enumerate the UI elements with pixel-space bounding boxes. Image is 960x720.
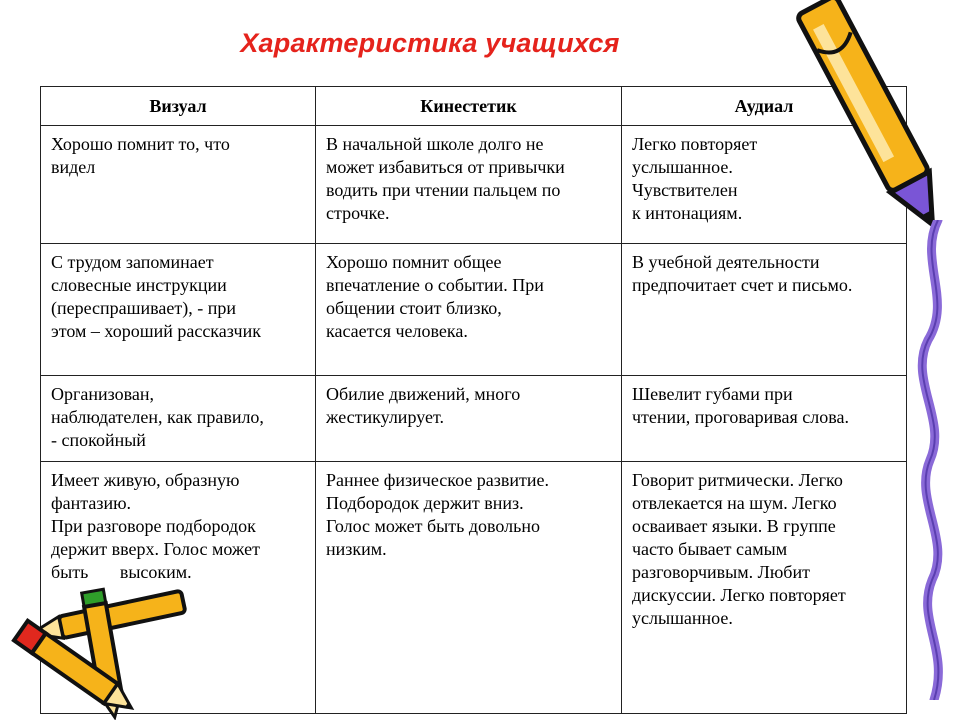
cell-text: Шевелит губами при [632, 384, 793, 404]
header-visual: Визуал [41, 87, 316, 126]
table-row [41, 462, 907, 714]
cell-text: При разговоре подбородок [51, 516, 256, 536]
cell-text: наблюдателен, как правило, [51, 407, 264, 427]
cell-text: В учебной деятельности [632, 252, 820, 272]
table-cell [622, 244, 907, 376]
table-cell [41, 126, 316, 244]
header-auditory: Аудиал [622, 87, 907, 126]
cell-text: Чувствителен [632, 180, 738, 200]
cell-text: дискуссии. Легко повторяет [632, 585, 846, 605]
cell-text: словесные инструкции [51, 275, 227, 295]
cell-text: Говорит ритмически. Легко [632, 470, 843, 490]
table-cell [41, 244, 316, 376]
cell-text: общении стоит близко, [326, 298, 502, 318]
table-header-row [41, 87, 907, 126]
cell-text: Обилие движений, много [326, 384, 521, 404]
header-kinesthetic: Кинестетик [316, 87, 622, 126]
table-cell [41, 376, 316, 462]
cell-text: чтении, проговаривая слова. [632, 407, 850, 427]
cell-text: услышанное. [632, 157, 733, 177]
cell-text: С трудом запоминает [51, 252, 214, 272]
table-cell [316, 244, 622, 376]
cell-text: Организован, [51, 384, 155, 404]
cell-text: Подбородок держит вниз. [326, 493, 524, 513]
cell-text: предпочитает счет и письмо. [632, 275, 853, 295]
cell-text: Легко повторяет [632, 134, 758, 154]
table-cell [622, 126, 907, 244]
cell-text: касается человека. [326, 321, 468, 341]
table-row [41, 126, 907, 244]
cell-text: Голос может быть довольно [326, 516, 540, 536]
cell-text: Хорошо помнит то, что [51, 134, 230, 154]
cell-text: В начальной школе долго не [326, 134, 544, 154]
cell-text: к интонациям. [632, 203, 743, 223]
cell-text: отвлекается на шум. Легко [632, 493, 837, 513]
page-title: Характеристика учащихся [240, 28, 620, 58]
cell-text: часто бывает самым [632, 539, 788, 559]
cell-text: жестикулирует. [326, 407, 444, 427]
cell-text: разговорчивым. Любит [632, 562, 810, 582]
cell-text: (переспрашивает), - при [51, 298, 237, 318]
table-row [41, 376, 907, 462]
cell-text: услышанное. [632, 608, 733, 628]
cell-text: - спокойный [51, 430, 146, 450]
characteristics-table [40, 86, 907, 714]
cell-text: Раннее физическое развитие. [326, 470, 550, 490]
table-cell [316, 462, 622, 714]
table-cell [316, 376, 622, 462]
squiggle-ribbon-icon [908, 220, 960, 700]
table-cell [622, 376, 907, 462]
table-cell [316, 126, 622, 244]
cell-text: осваивает языки. В группе [632, 516, 836, 536]
cell-text: может избавиться от привычки [326, 157, 565, 177]
cell-text: Хорошо помнит общее [326, 252, 502, 272]
cell-text: быть высоким. [51, 562, 192, 582]
cell-text: Имеет живую, образную [51, 470, 240, 490]
cell-text: держит вверх. Голос может [51, 539, 260, 559]
cell-text: низким. [326, 539, 387, 559]
cell-text: видел [51, 157, 96, 177]
table-cell [41, 462, 316, 714]
table-cell [622, 462, 907, 714]
table-row [41, 244, 907, 376]
cell-text: строчке. [326, 203, 390, 223]
cell-text: водить при чтении пальцем по [326, 180, 561, 200]
cell-text: этом – хороший рассказчик [51, 321, 261, 341]
cell-text: впечатление о событии. При [326, 275, 544, 295]
cell-text: фантазию. [51, 493, 132, 513]
